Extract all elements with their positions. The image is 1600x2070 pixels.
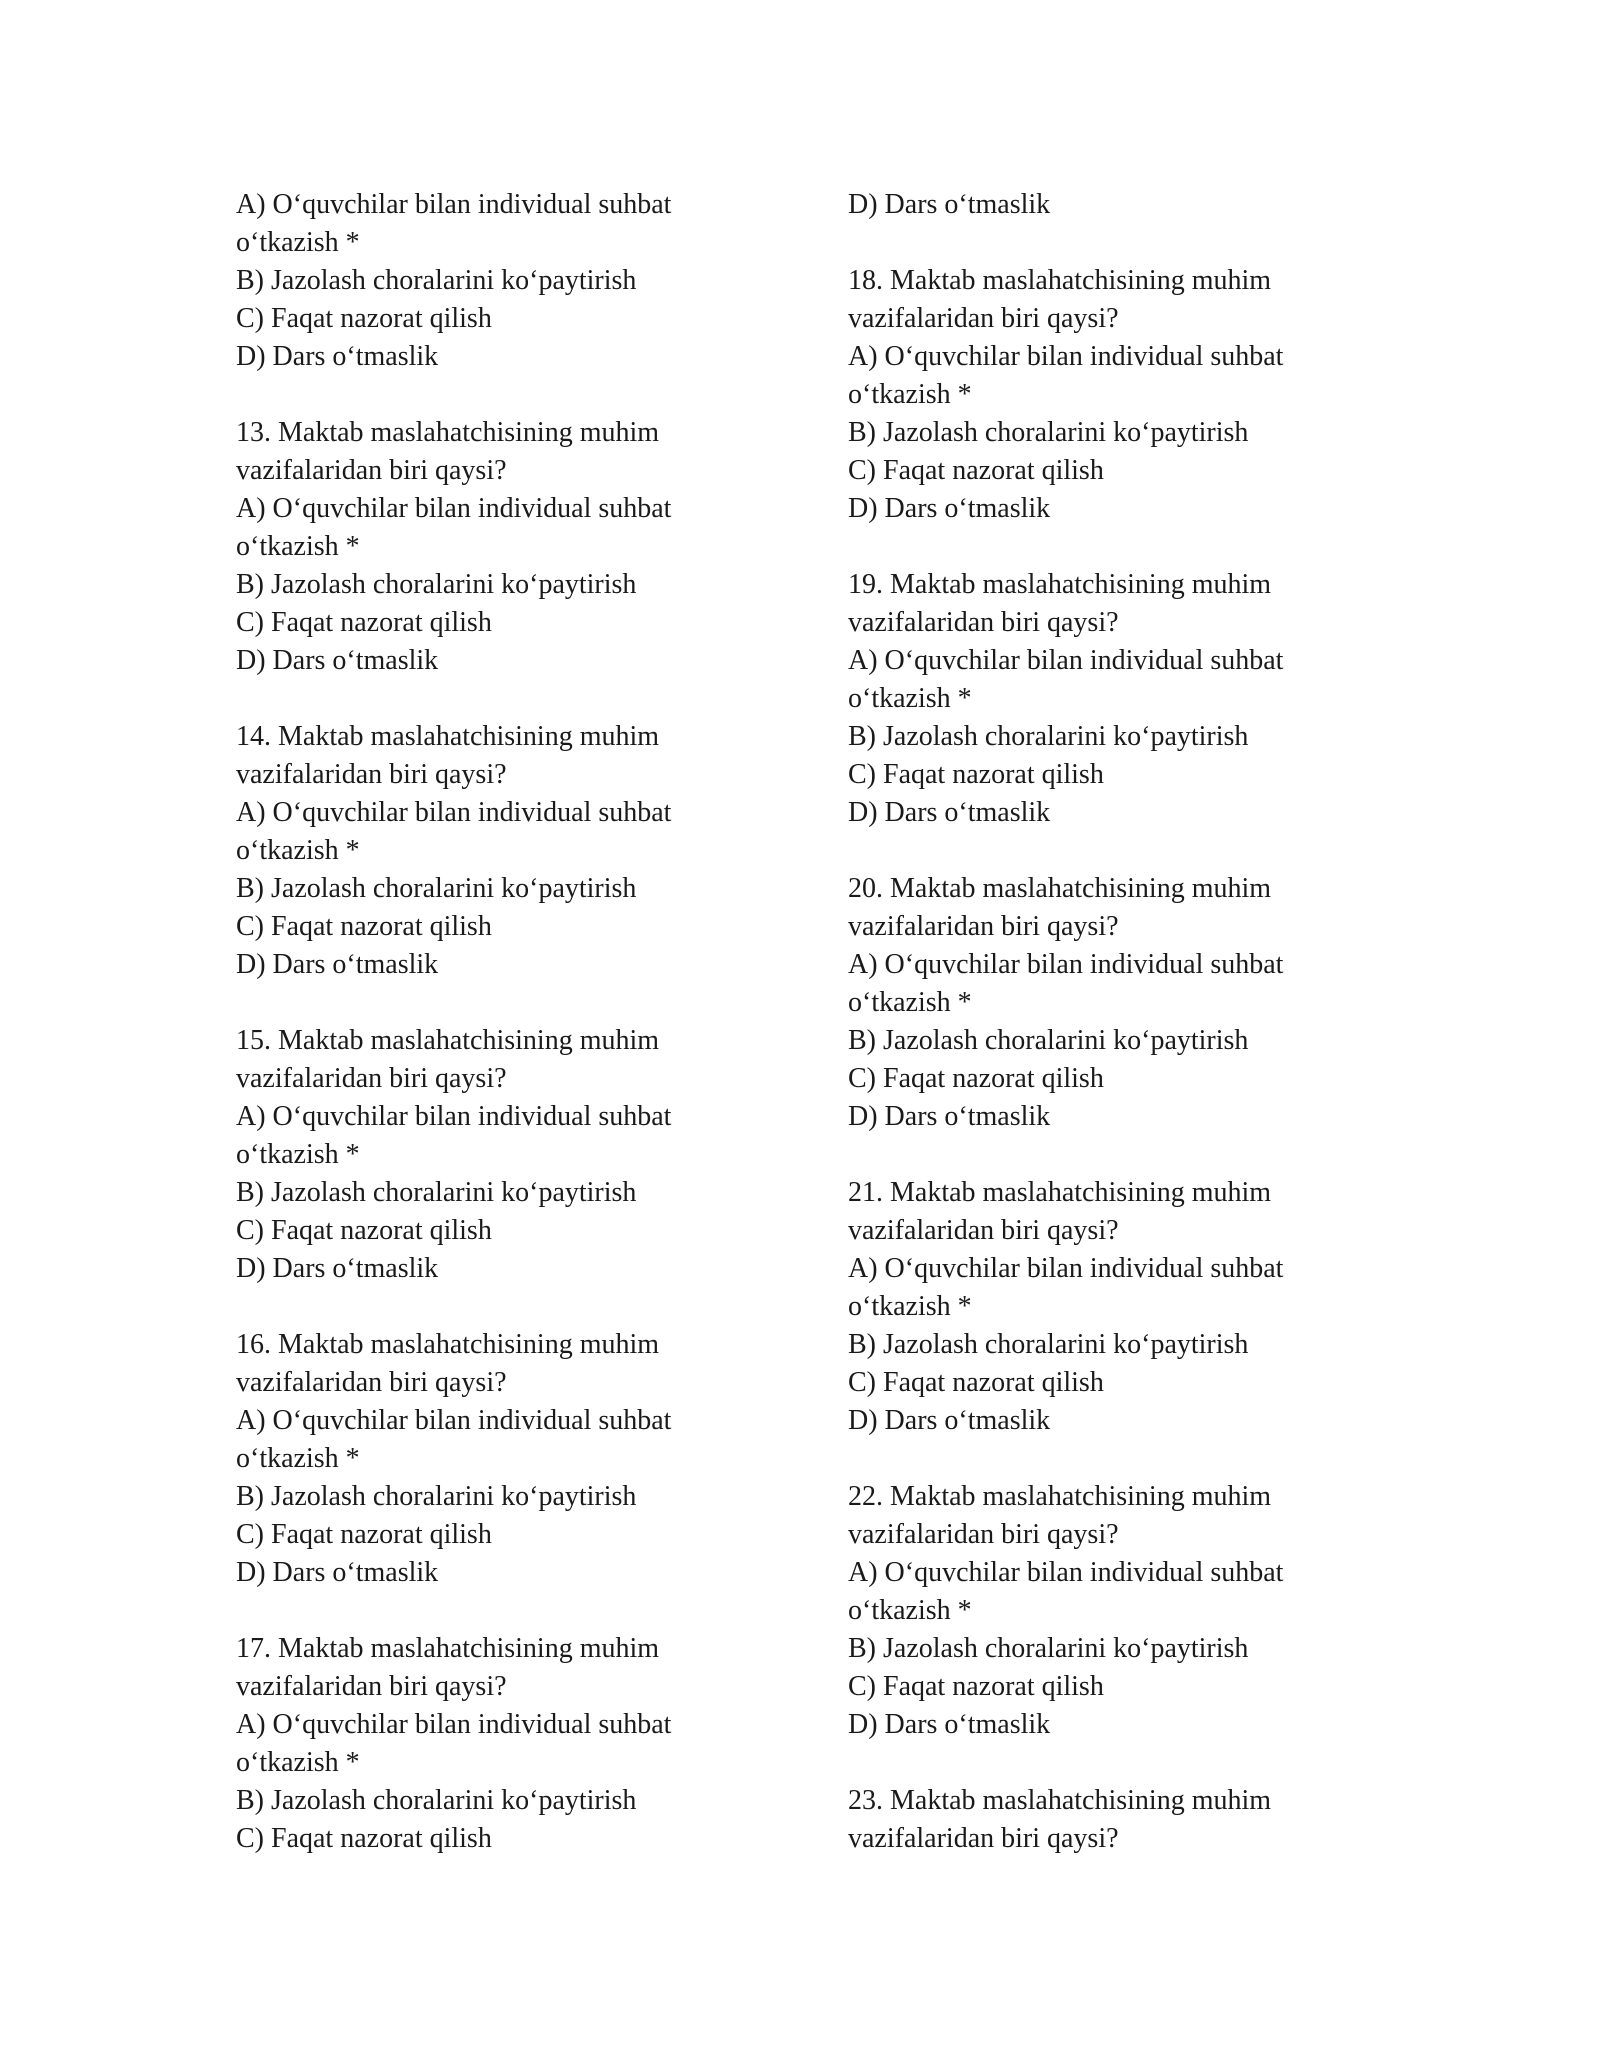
question-heading: 17. Maktab maslahatchisining muhim	[236, 1633, 660, 1664]
answer-option: A) O‘quvchilar bilan individual suhbat	[236, 1405, 672, 1436]
text-line: vazifalaridan biri qaysi?	[848, 607, 1119, 638]
question-heading: 21. Maktab maslahatchisining muhim	[848, 1177, 1272, 1208]
answer-option: B) Jazolash choralarini ko‘paytirish	[236, 569, 637, 600]
text-line: o‘tkazish *	[848, 1291, 972, 1322]
paragraph-gap	[236, 1592, 716, 1630]
answer-option: C) Faqat nazorat qilish	[236, 1823, 492, 1854]
text-line: o‘tkazish *	[848, 683, 972, 714]
text-line: vazifalaridan biri qaysi?	[236, 759, 507, 790]
paragraph-gap	[236, 376, 716, 414]
text-line: o‘tkazish *	[236, 531, 360, 562]
text-line: o‘tkazish *	[236, 1443, 360, 1474]
text-line: vazifalaridan biri qaysi?	[848, 911, 1119, 942]
paragraph-gap	[848, 528, 1328, 566]
answer-option: C) Faqat nazorat qilish	[236, 607, 492, 638]
text-line: o‘tkazish *	[236, 835, 360, 866]
paragraph-gap	[848, 832, 1328, 870]
answer-option: D) Dars o‘tmaslik	[848, 1709, 1051, 1740]
answer-option: C) Faqat nazorat qilish	[236, 1519, 492, 1550]
text-line: o‘tkazish *	[848, 987, 972, 1018]
right-text-column	[848, 186, 1328, 1858]
answer-option: D) Dars o‘tmaslik	[236, 949, 439, 980]
text-line: vazifalaridan biri qaysi?	[848, 303, 1119, 334]
answer-option: D) Dars o‘tmaslik	[848, 189, 1051, 220]
answer-option: D) Dars o‘tmaslik	[848, 1101, 1051, 1132]
paragraph-gap	[848, 1136, 1328, 1174]
answer-option: B) Jazolash choralarini ko‘paytirish	[236, 1785, 637, 1816]
answer-option: C) Faqat nazorat qilish	[848, 1671, 1104, 1702]
answer-option: C) Faqat nazorat qilish	[236, 1215, 492, 1246]
answer-option: D) Dars o‘tmaslik	[848, 1405, 1051, 1436]
answer-option: A) O‘quvchilar bilan individual suhbat	[848, 341, 1284, 372]
answer-option: A) O‘quvchilar bilan individual suhbat	[236, 493, 672, 524]
text-line: o‘tkazish *	[236, 1747, 360, 1778]
question-heading: 13. Maktab maslahatchisining muhim	[236, 417, 660, 448]
answer-option: B) Jazolash choralarini ko‘paytirish	[236, 873, 637, 904]
answer-option: C) Faqat nazorat qilish	[848, 1063, 1104, 1094]
answer-option: C) Faqat nazorat qilish	[236, 911, 492, 942]
text-line: vazifalaridan biri qaysi?	[848, 1519, 1119, 1550]
answer-option: C) Faqat nazorat qilish	[848, 455, 1104, 486]
paragraph-gap	[848, 224, 1328, 262]
paragraph-gap	[236, 1288, 716, 1326]
answer-option: A) O‘quvchilar bilan individual suhbat	[236, 797, 672, 828]
answer-option: A) O‘quvchilar bilan individual suhbat	[848, 949, 1284, 980]
text-line: vazifalaridan biri qaysi?	[236, 455, 507, 486]
answer-option: B) Jazolash choralarini ko‘paytirish	[848, 417, 1249, 448]
answer-option: A) O‘quvchilar bilan individual suhbat	[236, 1709, 672, 1740]
answer-option: B) Jazolash choralarini ko‘paytirish	[236, 1177, 637, 1208]
answer-option: B) Jazolash choralarini ko‘paytirish	[848, 721, 1249, 752]
answer-option: B) Jazolash choralarini ko‘paytirish	[848, 1329, 1249, 1360]
text-line: o‘tkazish *	[848, 1595, 972, 1626]
answer-option: D) Dars o‘tmaslik	[848, 493, 1051, 524]
answer-option: A) O‘quvchilar bilan individual suhbat	[848, 645, 1284, 676]
answer-option: C) Faqat nazorat qilish	[236, 303, 492, 334]
answer-option: C) Faqat nazorat qilish	[848, 759, 1104, 790]
answer-option: A) O‘quvchilar bilan individual suhbat	[848, 1557, 1284, 1588]
answer-option: D) Dars o‘tmaslik	[236, 1253, 439, 1284]
question-heading: 22. Maktab maslahatchisining muhim	[848, 1481, 1272, 1512]
answer-option: D) Dars o‘tmaslik	[236, 1557, 439, 1588]
question-heading: 20. Maktab maslahatchisining muhim	[848, 873, 1272, 904]
text-line: o‘tkazish *	[236, 1139, 360, 1170]
text-line: o‘tkazish *	[236, 227, 360, 258]
paragraph-gap	[236, 680, 716, 718]
text-line: vazifalaridan biri qaysi?	[236, 1671, 507, 1702]
answer-option: D) Dars o‘tmaslik	[848, 797, 1051, 828]
answer-option: A) O‘quvchilar bilan individual suhbat	[236, 1101, 672, 1132]
paragraph-gap	[848, 1744, 1328, 1782]
paragraph-gap	[236, 984, 716, 1022]
question-heading: 15. Maktab maslahatchisining muhim	[236, 1025, 660, 1056]
answer-option: B) Jazolash choralarini ko‘paytirish	[848, 1025, 1249, 1056]
text-line: vazifalaridan biri qaysi?	[848, 1215, 1119, 1246]
paragraph-gap	[848, 1440, 1328, 1478]
answer-option: D) Dars o‘tmaslik	[236, 341, 439, 372]
answer-option: A) O‘quvchilar bilan individual suhbat	[236, 189, 672, 220]
text-line: vazifalaridan biri qaysi?	[848, 1823, 1119, 1854]
answer-option: C) Faqat nazorat qilish	[848, 1367, 1104, 1398]
answer-option: B) Jazolash choralarini ko‘paytirish	[236, 265, 637, 296]
answer-option: D) Dars o‘tmaslik	[236, 645, 439, 676]
answer-option: A) O‘quvchilar bilan individual suhbat	[848, 1253, 1284, 1284]
question-heading: 18. Maktab maslahatchisining muhim	[848, 265, 1272, 296]
left-text-column	[236, 186, 716, 1858]
answer-option: B) Jazolash choralarini ko‘paytirish	[236, 1481, 637, 1512]
question-heading: 23. Maktab maslahatchisining muhim	[848, 1785, 1272, 1816]
text-line: vazifalaridan biri qaysi?	[236, 1367, 507, 1398]
answer-option: B) Jazolash choralarini ko‘paytirish	[848, 1633, 1249, 1664]
question-heading: 14. Maktab maslahatchisining muhim	[236, 721, 660, 752]
question-heading: 16. Maktab maslahatchisining muhim	[236, 1329, 660, 1360]
question-heading: 19. Maktab maslahatchisining muhim	[848, 569, 1272, 600]
text-line: o‘tkazish *	[848, 379, 972, 410]
text-line: vazifalaridan biri qaysi?	[236, 1063, 507, 1094]
